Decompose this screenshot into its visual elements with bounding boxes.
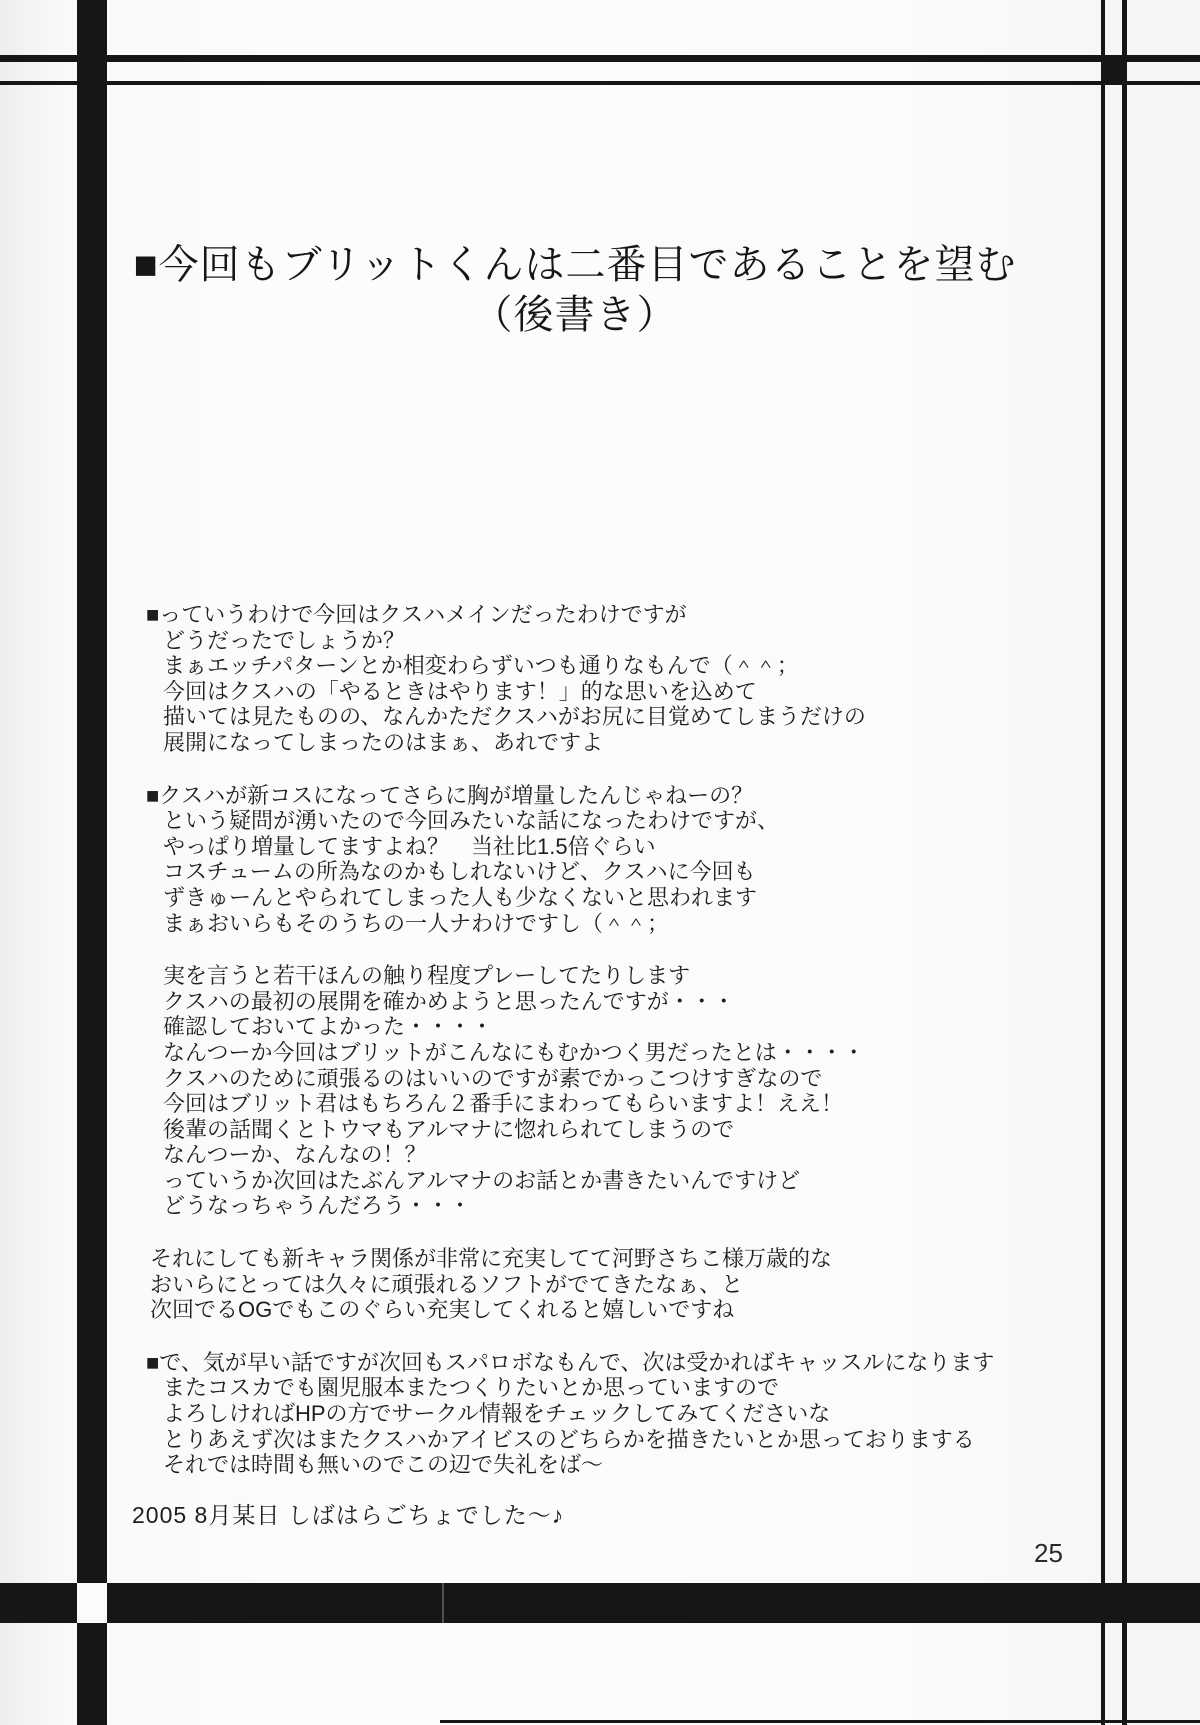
date-signature-line: 2005 8月某日 しばはらごちょでした～♪: [132, 1502, 565, 1528]
top-horizontal-rule-thin: [0, 81, 1200, 85]
bottom-bar-white-knockout: [77, 1583, 107, 1623]
body-text-line: おいらにとっては久々に頑張れるソフトがでてきたなぁ、と: [150, 1271, 744, 1297]
body-paragraph: [146, 963, 1046, 1219]
body-paragraph: [146, 1246, 1046, 1323]
body-text-line: 展開になってしまったのはまぁ、あれですよ: [163, 729, 604, 755]
right-vertical-rule-inner: [1101, 0, 1105, 1725]
body-text-line: ■っていうわけで今回はクスハメインだったわけですが: [146, 602, 687, 627]
body-text-line: 次回でるOGでもこのぐらい充実してくれると嬉しいですね: [150, 1297, 735, 1323]
page-title-line1: ■今回もブリットくんは二番目であることを望む: [133, 243, 1017, 287]
body-text-line: コスチュームの所為なのかもしれないけど、クスハに今回も: [163, 859, 756, 885]
body-text-line: よろしければHPの方でサークル情報をチェックしてみてくださいな: [163, 1401, 831, 1427]
top-right-corner-square: [1101, 55, 1127, 85]
body-text-line: っていうか次回はたぶんアルマナのお話とか書きたいんですけど: [163, 1167, 801, 1193]
body-text-line: またコスカでも園児服本またつくりたいとか思っていますので: [163, 1375, 780, 1401]
body-text-line: ずきゅーんとやられてしまった人も少なくないと思われます: [163, 884, 758, 910]
body-text-line: どうだったでしょうか？: [163, 627, 406, 653]
body-text-line: クスハのために頑張るのはいいのですが素でかっこつけすぎなので: [163, 1065, 823, 1091]
bottom-page-edge-line: [440, 1720, 1200, 1723]
body-text-line: 今回はクスハの「やるときはやります！」的な思いを込めて: [163, 678, 757, 704]
page-number: 25: [1034, 1538, 1063, 1568]
body-text-line: 確認しておいてよかった・・・・: [163, 1014, 494, 1040]
body-text-line: なんつーか、なんなの！？: [163, 1142, 427, 1168]
body-text-line: ■クスハが新コスになってさらに胸が増量したんじゃねーの？: [146, 782, 754, 808]
body-text-line: 実を言うと若干ほんの触り程度プレーしてたりします: [163, 963, 691, 989]
body-text-line: ■で、気が早い話ですが次回もスパロボなもんで、次は受かればキャッスルになります: [146, 1349, 995, 1375]
page-title-line2: （後書き）: [472, 293, 678, 337]
left-vertical-bar-bottom: [77, 1623, 107, 1725]
top-horizontal-rule-thick: [0, 55, 1200, 62]
body-text-line: まぁおいらもそのうちの一人ナわけですし（＾＾；: [163, 910, 670, 936]
body-text-line: という疑問が湧いたので今回みたいな話になったわけですが、: [163, 808, 780, 834]
body-text-line: とりあえず次はまたクスハかアイビスのどちらかを描きたいとか思っておりまする: [163, 1426, 975, 1452]
body-paragraph: [146, 602, 1046, 756]
body-text-line: やっぱり増量してますよね？ 当社比1.5倍ぐらい: [163, 833, 656, 859]
afterword-body-text: [146, 602, 1046, 1505]
bottom-horizontal-bar: [0, 1583, 1200, 1623]
title-block: [75, 240, 1075, 340]
bottom-bar-seam: [442, 1583, 444, 1623]
body-text-line: 後輩の話聞くとトウマもアルマナに惚れられてしまうので: [163, 1116, 735, 1142]
body-text-line: 今回はブリット君はもちろん２番手にまわってもらいますよ！ええ！: [163, 1091, 844, 1117]
body-text-line: クスハの最初の展開を確かめようと思ったんですが・・・: [163, 988, 735, 1014]
body-text-line: なんつーか今回はブリットがこんなにもむかつく男だったとは・・・・: [163, 1039, 865, 1065]
body-paragraph: [146, 783, 1046, 937]
left-vertical-bar-top: [77, 0, 107, 1583]
body-text-line: 描いては見たものの、なんかただクスハがお尻に目覚めてしまうだけの: [163, 704, 866, 730]
body-text-line: どうなっちゃうんだろう・・・: [163, 1193, 472, 1219]
body-text-line: それでは時間も無いのでこの辺で失礼をば～: [163, 1452, 604, 1478]
body-paragraph: [146, 1350, 1046, 1478]
body-text-line: まぁエッチパターンとか相変わらずいつも通りなもんで（＾＾；: [163, 653, 799, 679]
right-vertical-rule-outer: [1122, 0, 1127, 1725]
body-text-line: それにしても新キャラ関係が非常に充実してて河野さちこ様万歳的な: [150, 1246, 833, 1272]
